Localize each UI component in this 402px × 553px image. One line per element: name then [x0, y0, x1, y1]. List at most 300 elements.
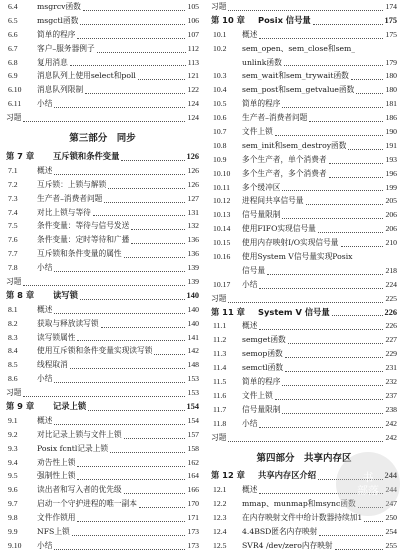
page-number: 232 — [385, 377, 397, 387]
dot-leader — [275, 135, 384, 136]
toc-exercise-entry[interactable] — [6, 111, 199, 125]
chapter-number: 第 12 章 — [211, 470, 245, 481]
toc-section-entry[interactable] — [211, 97, 397, 111]
entry-title: 习题 — [211, 432, 227, 442]
toc-section-entry[interactable] — [211, 194, 397, 208]
toc-section-entry[interactable] — [6, 192, 199, 206]
section-number: 7.2 — [8, 179, 18, 189]
page-number: 153 — [187, 374, 199, 384]
toc-section-entry[interactable] — [211, 83, 397, 97]
page-number: 124 — [187, 99, 199, 109]
section-number: 7.6 — [8, 235, 18, 245]
toc-section-entry[interactable] — [211, 153, 397, 167]
dot-leader — [85, 93, 185, 94]
section-number: 10.4 — [213, 85, 227, 95]
toc-column-left — [6, 0, 199, 553]
section-number: 11.7 — [213, 404, 227, 414]
section-number: 9.4 — [8, 457, 18, 467]
page-number: 218 — [385, 265, 397, 275]
dot-leader — [54, 382, 185, 383]
page-number: 205 — [385, 196, 397, 206]
page-number: 105 — [187, 1, 199, 11]
section-number: 6.8 — [8, 57, 18, 67]
page-number: 164 — [187, 471, 199, 481]
page-number: 141 — [187, 332, 199, 342]
entry-title: msgctl函数 — [37, 15, 79, 25]
section-number: 8.3 — [8, 332, 18, 342]
section-number: 10.14 — [213, 224, 231, 234]
section-number: 8.4 — [8, 346, 18, 356]
page-number: 196 — [385, 168, 397, 178]
toc-section-entry[interactable] — [211, 69, 397, 83]
section-number: 11.6 — [213, 390, 227, 400]
page-number: 142 — [187, 346, 199, 356]
toc-chapter-entry[interactable] — [211, 306, 397, 320]
page-number: 175 — [385, 29, 397, 39]
page-number: 139 — [187, 263, 199, 273]
entry-title: 客户–服务器例子 — [37, 43, 95, 53]
toc-chapter-entry[interactable] — [211, 14, 397, 28]
toc-exercise-entry[interactable] — [211, 292, 397, 306]
toc-section-entry[interactable] — [211, 417, 397, 431]
dot-leader — [259, 329, 383, 330]
toc-section-entry[interactable] — [6, 331, 199, 345]
dot-leader — [124, 438, 186, 439]
toc-section-entry[interactable] — [211, 42, 397, 56]
dot-leader — [154, 354, 185, 355]
section-number: 11.4 — [213, 363, 227, 373]
entry-title: 多个缓冲区 — [242, 182, 281, 192]
entry-title: 消息队列限制 — [37, 85, 84, 95]
page-number: 247 — [385, 499, 397, 509]
page-number: 157 — [187, 429, 199, 439]
entry-title: 对比上锁与等待 — [37, 207, 91, 217]
entry-title: SVR4 /dev/zero内存映射 — [242, 540, 333, 550]
dot-leader — [72, 535, 186, 536]
dot-leader — [23, 285, 185, 286]
toc-section-entry[interactable] — [6, 83, 199, 97]
page-number: 170 — [187, 499, 199, 509]
toc-exercise-entry[interactable] — [211, 431, 397, 445]
part-heading: 第三部分 同步 — [69, 133, 136, 145]
dot-leader — [267, 274, 383, 275]
page-number: 210 — [385, 238, 397, 248]
part-heading: 第四部分 共享内存区 — [256, 452, 352, 464]
page-number: 193 — [385, 154, 397, 164]
toc-section-entry[interactable] — [211, 125, 397, 139]
entry-title: 概述 — [37, 304, 53, 314]
entry-title: 小结 — [37, 263, 53, 273]
entry-title: System V 信号量 — [258, 306, 330, 317]
dot-leader — [83, 10, 186, 11]
page-number: 250 — [385, 513, 397, 523]
entry-title: 4.4BSD匿名内存映射 — [242, 527, 318, 537]
section-number: 6.6 — [8, 29, 18, 39]
toc-section-entry[interactable] — [6, 539, 199, 553]
section-number: 7.5 — [8, 221, 18, 231]
entry-title: 生产者–消费者问题 — [37, 193, 103, 203]
toc-section-entry[interactable] — [6, 164, 199, 178]
page-number: 136 — [187, 235, 199, 245]
toc-section-entry[interactable] — [211, 250, 397, 264]
toc-section-entry[interactable] — [6, 14, 199, 28]
entry-title: 文件上锁 — [242, 390, 273, 400]
section-number: 9.5 — [8, 471, 18, 481]
page-number: 226 — [384, 307, 397, 317]
dot-leader — [282, 218, 383, 219]
toc-section-entry[interactable] — [6, 525, 199, 539]
toc-section-entry[interactable] — [6, 470, 199, 484]
page-number: 154 — [186, 402, 199, 412]
entry-title: 生产者–消费者问题 — [242, 113, 308, 123]
entry-title: sem_wait和sem_trywait函数 — [242, 71, 349, 81]
dot-leader — [313, 24, 383, 25]
entry-title: 概述 — [37, 415, 53, 425]
toc-section-entry[interactable] — [211, 539, 397, 553]
entry-title: semctl函数 — [242, 363, 284, 373]
entry-title: sem_post和sem_getvalue函数 — [242, 85, 355, 95]
section-number: 10.1 — [213, 29, 227, 39]
toc-section-entry[interactable] — [6, 511, 199, 525]
dot-leader — [131, 243, 185, 244]
entry-title: 习题 — [6, 388, 22, 398]
section-number: 11.3 — [213, 349, 227, 359]
section-number: 9.9 — [8, 527, 18, 537]
chapter-number: 第 7 章 — [6, 151, 35, 161]
toc-section-entry[interactable] — [6, 56, 199, 70]
watermark-stamp: 书 部落 — [336, 452, 400, 516]
dot-leader — [77, 38, 185, 39]
page-number: 227 — [385, 335, 397, 345]
page-number: 140 — [186, 290, 199, 300]
entry-title: mmap、munmap和msync函数 — [242, 499, 356, 509]
page-number: 186 — [385, 113, 397, 123]
dot-leader — [259, 288, 383, 289]
dot-leader — [285, 357, 384, 358]
dot-leader — [54, 271, 185, 272]
entry-title: 互斥锁：上锁与解锁 — [37, 179, 107, 189]
toc-exercise-entry[interactable] — [6, 386, 199, 400]
toc-section-entry[interactable] — [6, 233, 199, 247]
dot-leader — [77, 479, 185, 480]
toc-section-entry[interactable] — [6, 247, 199, 261]
page-number: 126 — [186, 152, 199, 161]
entry-title: 小结 — [37, 99, 53, 109]
toc-chapter-entry[interactable] — [6, 400, 199, 414]
section-number: 6.5 — [8, 15, 18, 25]
section-number: 10.2 — [213, 43, 227, 53]
entry-title: 信号量限制 — [242, 210, 281, 220]
page-number: 107 — [187, 29, 199, 39]
toc-section-entry[interactable] — [6, 344, 199, 358]
page-number: 206 — [385, 224, 397, 234]
chapter-number: 第 11 章 — [211, 306, 245, 317]
section-number: 7.1 — [8, 165, 18, 175]
page-number: 242 — [385, 432, 397, 442]
page-number: 113 — [187, 57, 199, 67]
section-number: 10.8 — [213, 140, 227, 150]
section-number: 10.13 — [213, 210, 231, 220]
toc-section-entry[interactable] — [211, 181, 397, 195]
entry-title: Posix fcntl记录上锁 — [37, 443, 109, 453]
toc-section-entry[interactable] — [6, 414, 199, 428]
section-number: 12.1 — [213, 485, 227, 495]
dot-leader — [54, 424, 185, 425]
dot-leader — [23, 396, 185, 397]
page-number: 254 — [385, 527, 397, 537]
dot-leader — [282, 413, 383, 414]
entry-title: 文件上锁 — [242, 127, 273, 136]
entry-title: Posix 信号量 — [258, 14, 311, 25]
section-number: 10.11 — [213, 182, 231, 192]
entry-title: 劝告性上锁 — [37, 457, 76, 467]
page-number: 180 — [385, 85, 397, 95]
toc-section-entry[interactable] — [211, 361, 397, 375]
entry-title: 读写锁属性 — [37, 332, 76, 342]
toc-section-entry[interactable] — [6, 317, 199, 331]
section-number: 6.9 — [8, 71, 18, 81]
dot-leader — [124, 257, 186, 258]
toc-section-continuation[interactable] — [211, 264, 397, 278]
entry-title: semget函数 — [242, 335, 286, 345]
section-number: 6.7 — [8, 43, 18, 53]
entry-title: 使用内存映射I/O实现信号量 — [242, 238, 339, 248]
page-number: 132 — [187, 221, 199, 231]
page-number: 225 — [385, 293, 397, 303]
toc-section-continuation[interactable] — [211, 56, 397, 70]
dot-leader — [282, 385, 383, 386]
toc-section-entry[interactable] — [211, 111, 397, 125]
toc-chapter-entry[interactable] — [6, 150, 199, 164]
toc-section-entry[interactable] — [211, 236, 397, 250]
entry-title: 习题 — [6, 113, 22, 123]
dot-leader — [309, 121, 383, 122]
page-number: 166 — [187, 485, 199, 495]
toc-section-entry[interactable] — [6, 303, 199, 317]
dot-leader — [54, 174, 185, 175]
page-number: 148 — [187, 360, 199, 370]
dot-leader — [228, 10, 383, 11]
entry-title: 复用消息 — [37, 57, 68, 67]
entry-title: 强制性上锁 — [37, 471, 76, 481]
chapter-number: 第 9 章 — [6, 401, 35, 412]
toc-section-entry[interactable] — [211, 208, 397, 222]
toc-section-entry[interactable] — [211, 139, 397, 153]
page-number: 140 — [187, 318, 199, 328]
toc-section-entry[interactable] — [211, 389, 397, 403]
section-number: 12.2 — [213, 499, 227, 509]
page-number: 199 — [385, 182, 397, 192]
dot-leader — [23, 121, 185, 122]
toc-section-entry[interactable] — [6, 219, 199, 233]
dot-leader — [364, 521, 383, 522]
toc-exercise-entry[interactable] — [6, 275, 199, 289]
page-number: 122 — [187, 85, 199, 95]
section-number: 10.10 — [213, 168, 231, 178]
toc-section-entry[interactable] — [6, 28, 199, 42]
page-number: 226 — [385, 321, 397, 331]
dot-leader — [332, 315, 383, 316]
toc-section-entry[interactable] — [211, 347, 397, 361]
section-number: 9.3 — [8, 443, 18, 453]
toc-section-entry[interactable] — [6, 42, 199, 56]
dot-leader — [54, 313, 185, 314]
page-number: 242 — [385, 418, 397, 428]
toc-section-entry[interactable] — [6, 178, 199, 192]
dot-leader — [319, 535, 383, 536]
dot-leader — [329, 163, 384, 164]
entry-title: 进程间共享信号量 — [242, 196, 304, 206]
toc-section-entry[interactable] — [6, 69, 199, 83]
dot-leader — [104, 202, 185, 203]
dot-leader — [282, 190, 383, 191]
toc-section-entry[interactable] — [6, 442, 199, 456]
section-number: 6.4 — [8, 1, 18, 11]
entry-title: 习题 — [211, 293, 227, 303]
dot-leader — [77, 340, 185, 341]
entry-title: 信号量 — [242, 265, 266, 275]
toc-section-entry[interactable] — [6, 372, 199, 386]
page-number: 106 — [187, 15, 199, 25]
page-number: 153 — [187, 388, 199, 398]
page-number: 229 — [385, 349, 397, 359]
dot-leader — [341, 246, 384, 247]
section-number: 8.5 — [8, 360, 18, 370]
page-number: 224 — [385, 279, 397, 289]
page-number: 231 — [385, 363, 397, 373]
entry-title: 使用System V信号量实现Posix — [242, 252, 353, 262]
section-number: 10.9 — [213, 154, 227, 164]
entry-title: 概述 — [242, 29, 258, 39]
toc-section-entry[interactable] — [211, 222, 397, 236]
dot-leader — [228, 302, 383, 303]
dot-leader — [93, 215, 186, 216]
chapter-number: 第 10 章 — [211, 14, 245, 25]
section-number: 11.2 — [213, 335, 227, 345]
section-number: 8.6 — [8, 374, 18, 384]
dot-leader — [101, 327, 186, 328]
dot-leader — [138, 79, 186, 80]
dot-leader — [259, 427, 383, 428]
entry-title: 概述 — [242, 485, 258, 495]
section-number: 10.15 — [213, 238, 231, 248]
entry-title: 简单的程序 — [242, 99, 281, 109]
entry-title: 多个生产者，多个消费者 — [242, 168, 327, 178]
dot-leader — [335, 549, 384, 550]
page-number: 136 — [187, 249, 199, 259]
section-number: 7.4 — [8, 207, 18, 217]
page-number: 121 — [187, 71, 199, 81]
page-number: 140 — [187, 304, 199, 314]
toc-section-entry[interactable] — [211, 28, 397, 42]
section-number: 12.4 — [213, 527, 227, 537]
toc-section-entry[interactable] — [6, 0, 199, 14]
dot-leader — [285, 371, 383, 372]
toc-section-entry[interactable] — [211, 278, 397, 292]
entry-title: 文件作锁用 — [37, 513, 76, 523]
page-number: 180 — [385, 71, 397, 81]
entry-title: 互斥锁和条件变量的属性 — [37, 249, 122, 259]
section-number: 9.6 — [8, 485, 18, 495]
toc-section-entry[interactable] — [211, 403, 397, 417]
page-number: 174 — [385, 1, 397, 11]
entry-title: 习题 — [211, 1, 227, 11]
toc-exercise-entry[interactable] — [211, 0, 397, 14]
page-number: 238 — [385, 404, 397, 414]
entry-title: 信号量限制 — [242, 404, 281, 414]
section-number: 10.7 — [213, 127, 227, 136]
toc-section-entry[interactable] — [6, 358, 199, 372]
toc-section-entry[interactable] — [6, 206, 199, 220]
page-number: 173 — [187, 540, 199, 550]
toc-section-entry[interactable] — [6, 97, 199, 111]
dot-leader — [228, 441, 383, 442]
entry-title: 概述 — [37, 165, 53, 175]
page-number: 206 — [385, 210, 397, 220]
dot-leader — [306, 204, 384, 205]
section-number: 9.10 — [8, 540, 22, 550]
section-number: 7.7 — [8, 249, 18, 259]
entry-title: 记录上锁 — [53, 401, 87, 412]
toc-section-entry[interactable] — [6, 497, 199, 511]
section-number: 10.5 — [213, 99, 227, 109]
page-number: 131 — [187, 207, 199, 217]
entry-title: sem_open、sem_close和sem_ — [242, 43, 356, 53]
section-number: 10.12 — [213, 196, 231, 206]
entry-title: 小结 — [242, 418, 258, 428]
dot-leader — [108, 188, 185, 189]
page-number: 190 — [385, 127, 397, 136]
section-number: 11.5 — [213, 377, 227, 387]
dot-leader — [351, 79, 384, 80]
page-number: 237 — [385, 390, 397, 400]
toc-section-entry[interactable] — [211, 167, 397, 181]
page-number: 244 — [385, 485, 397, 495]
section-number: 12.5 — [213, 540, 227, 550]
toc-section-entry[interactable] — [211, 525, 397, 539]
dot-leader — [54, 107, 185, 108]
entry-title: 读写锁 — [53, 289, 78, 300]
dot-leader — [288, 343, 384, 344]
dot-leader — [275, 399, 384, 400]
toc-chapter-entry[interactable] — [6, 289, 199, 303]
entry-title: 条件变量：等待与信号发送 — [37, 221, 130, 231]
toc-section-entry[interactable] — [6, 428, 199, 442]
toc-section-entry[interactable] — [6, 261, 199, 275]
page-number: 158 — [187, 443, 199, 453]
entry-title: 启动一个守护进程的唯一副本 — [37, 499, 137, 509]
toc-section-entry[interactable] — [211, 319, 397, 333]
entry-title: 共享内存区介绍 — [258, 470, 317, 481]
toc-section-entry[interactable] — [6, 456, 199, 470]
dot-leader — [77, 466, 185, 467]
dot-leader — [88, 410, 184, 411]
entry-title: 使用FIFO实现信号量 — [242, 224, 316, 234]
toc-section-entry[interactable] — [6, 483, 199, 497]
section-number: 10.3 — [213, 71, 227, 81]
page-number: 173 — [187, 527, 199, 537]
dot-leader — [110, 452, 185, 453]
page-number: 244 — [384, 471, 397, 481]
entry-title: 小结 — [37, 374, 53, 384]
section-number: 8.2 — [8, 318, 18, 328]
dot-leader — [329, 177, 384, 178]
dot-leader — [80, 24, 185, 25]
toc-section-entry[interactable] — [211, 333, 397, 347]
toc-section-entry[interactable] — [211, 375, 397, 389]
dot-leader — [97, 52, 186, 53]
section-number: 11.1 — [213, 321, 227, 331]
